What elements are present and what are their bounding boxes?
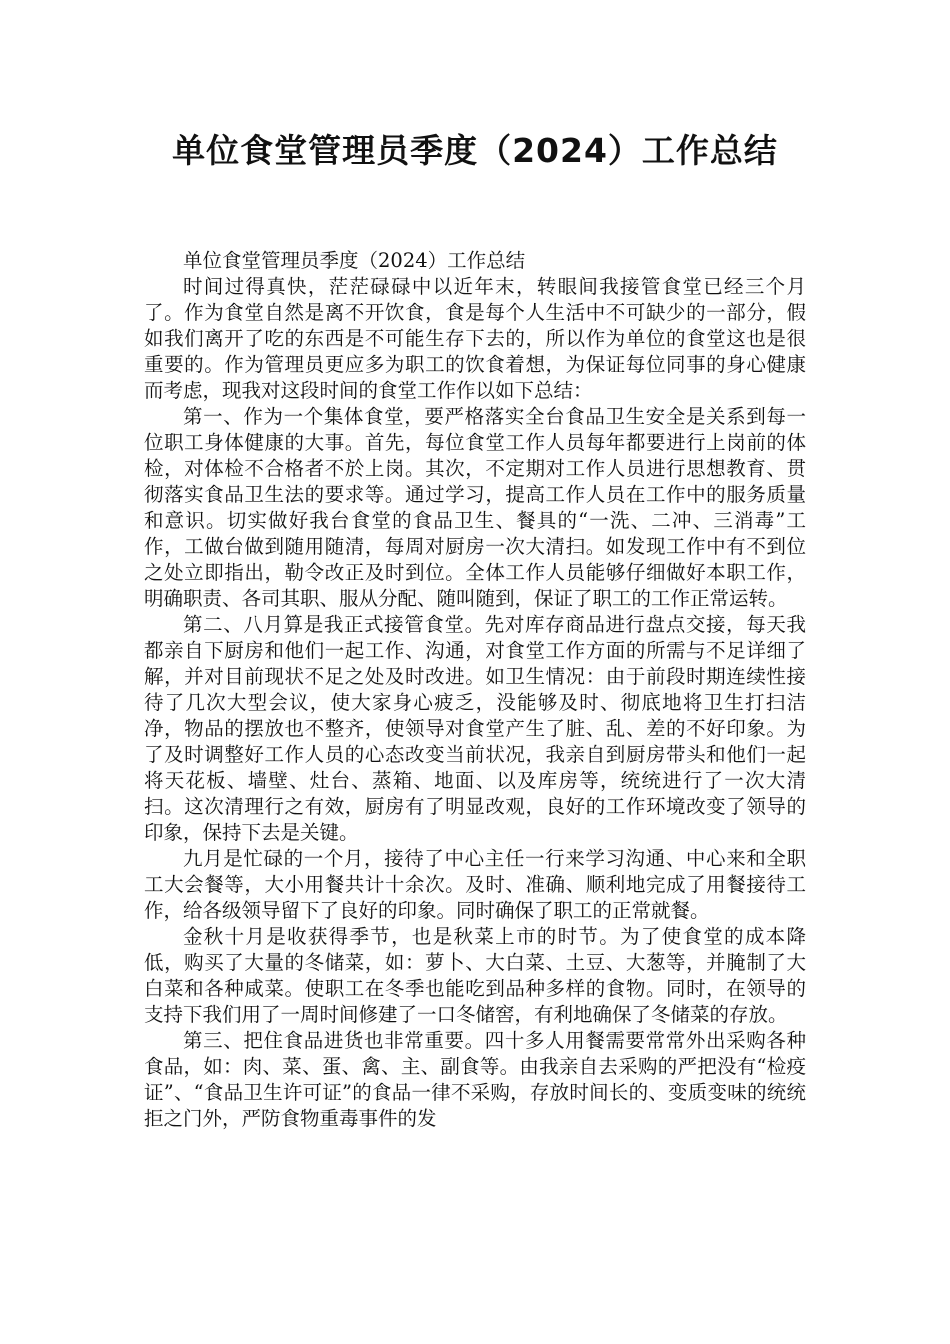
paragraph-third: 第三、把住食品进货也非常重要。四十多人用餐需要常常外出采购各种食品，如：肉、菜、蛋、禽、主、副食等。由我亲自去采购的严把没有“检疫证”、“食品卫生许可证”的食品一律不采购，存放时间长的、变质变味的统统拒之门外，严防食物重毒事件的发: [144, 1029, 806, 1130]
body-heading-line: 单位食堂管理员季度（2024）工作总结: [183, 249, 526, 272]
paragraph-second: 第二、八月算是我正式接管食堂。先对库存商品进行盘点交接，每天我都亲自下厨房和他们一起工作、沟通，对食堂工作方面的所需与不足详细了解，并对目前现状不足之处及时改进。如卫生情况：由于前段时期连续性接待了几次大型会议，使大家身心疲乏，没能够及时、彻底地将卫生打扫洁净，物品的摆放也不整齐，使领导对食堂产生了脏、乱、差的不好印象。为了及时调整好工作人员的心态改变当前状况，我亲自到厨房带头和他们一起将天花板、墙壁、灶台、蒸箱、地面、以及库房等，统统进行了一次大清扫。这次清理行之有效，厨房有了明显改观，良好的工作环境改变了领导的印象，保持下去是关键。: [144, 613, 806, 844]
paragraph-first: 第一、作为一个集体食堂，要严格落实全台食品卫生安全是关系到每一位职工身体健康的大事。首先，每位食堂工作人员每年都要进行上岗前的体检，对体检不合格者不於上岗。其次，不定期对工作人员进行思想教育、贯彻落实食品卫生法的要求等。通过学习，提高工作人员在工作中的服务质量和意识。切实做好我台食堂的食品卫生、餐具的“一洗、二冲、三消毒”工作，工做台做到随用随清，每周对厨房一次大清扫。如发现工作中有不到位之处立即指出，勒令改正及时到位。全体工作人员能够仔细做好本职工作，明确职责、各司其职、服从分配、随叫随到，保证了职工的工作正常运转。: [144, 405, 806, 610]
document-title: 单位食堂管理员季度（2024）工作总结: [172, 131, 778, 170]
paragraph-september: 九月是忙碌的一个月，接待了中心主任一行来学习沟通、中心来和全职工大会餐等，大小用餐共计十余次。及时、准确、顺利地完成了用餐接待工作，给各级领导留下了良好的印象。同时确保了职工的正常就餐。: [144, 847, 806, 922]
document-body: [144, 248, 806, 1132]
paragraph-october: 金秋十月是收获得季节，也是秋菜上市的时节。为了使食堂的成本降低，购买了大量的冬储菜，如：萝卜、大白菜、土豆、大葱等，并腌制了大白菜和各种咸菜。使职工在冬季也能吃到品种多样的食物。同时，在领导的支持下我们用了一周时间修建了一口冬储窖，有利地确保了冬储菜的存放。: [144, 925, 806, 1026]
paragraph-intro: 时间过得真快，茫茫碌碌中以近年末，转眼间我接管食堂已经三个月了。作为食堂自然是离不开饮食，食是每个人生活中不可缺少的一部分，假如我们离开了吃的东西是不可能生存下去的，所以作为单位的食堂这也是很重要的。作为管理员更应多为职工的饮食着想，为保证每位同事的身心健康而考虑，现我对这段时间的食堂工作作以如下总结：: [144, 275, 806, 402]
